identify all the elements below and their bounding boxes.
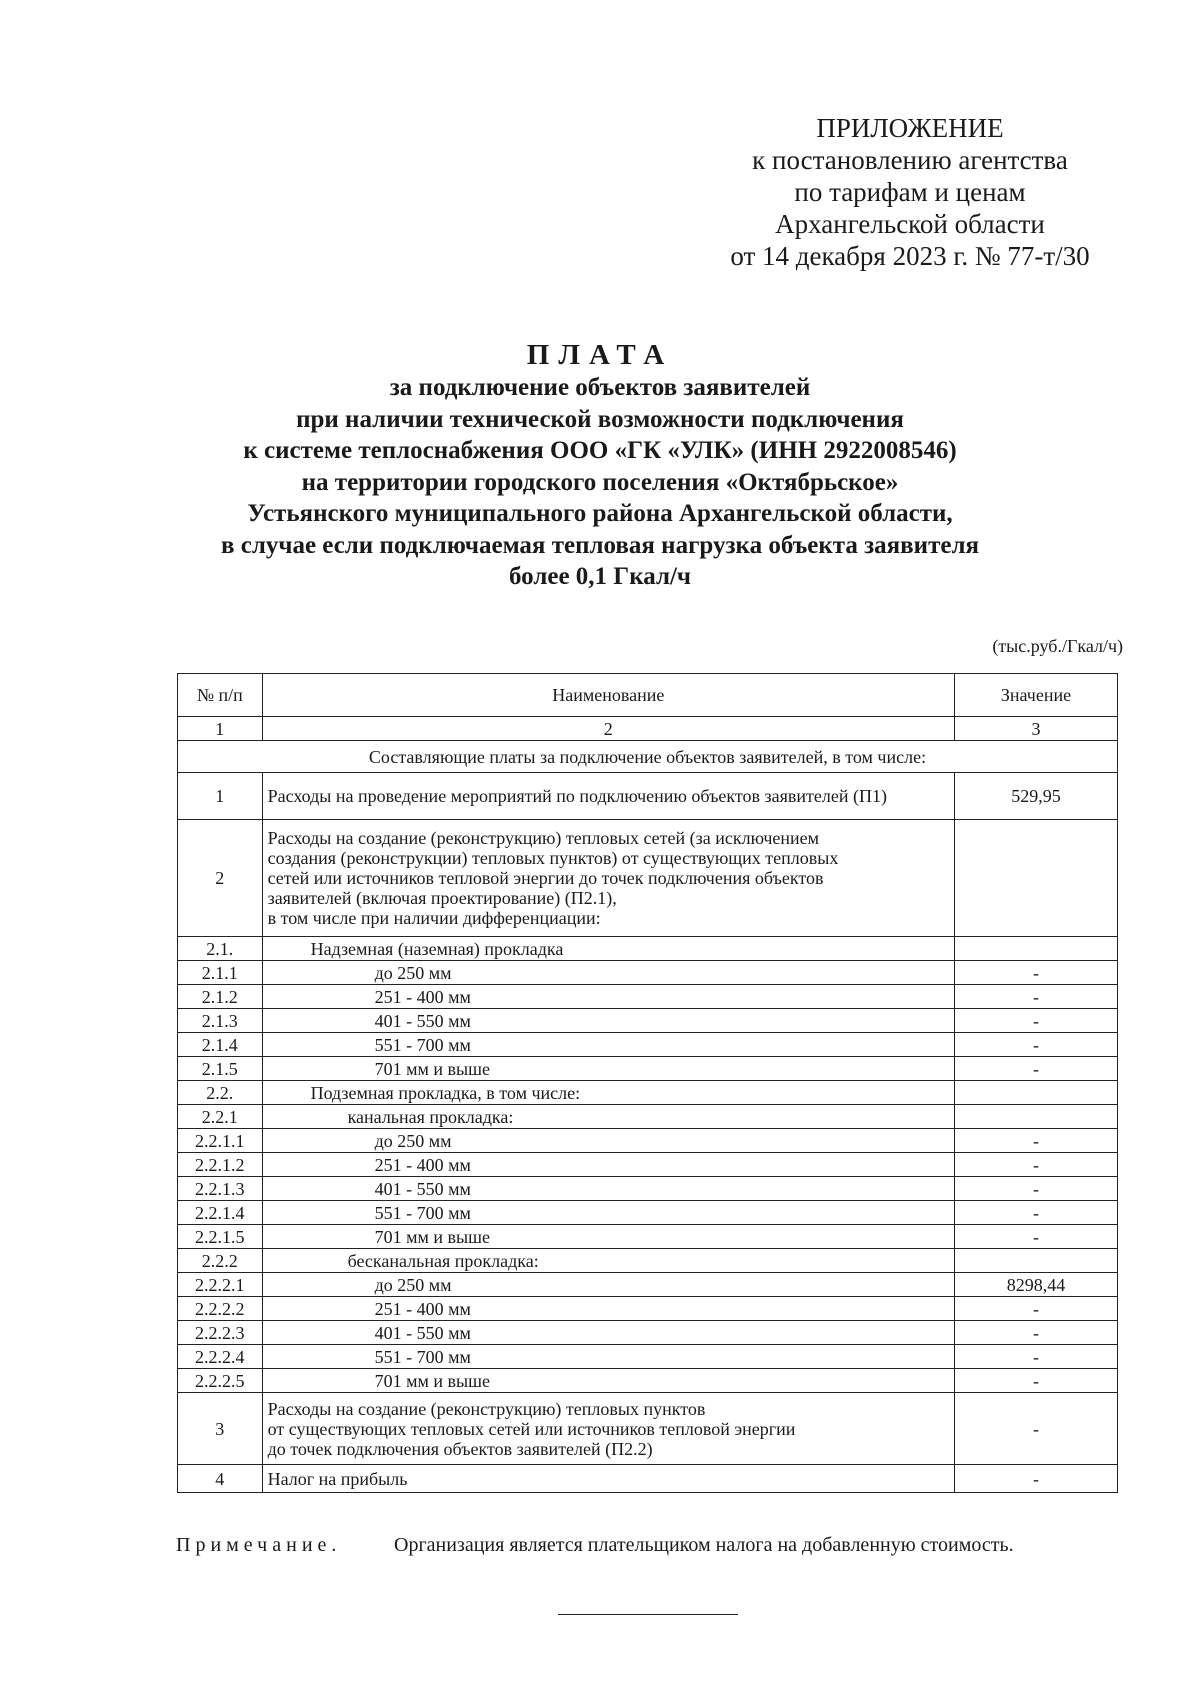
note-label: Примечание. <box>176 1534 342 1556</box>
appendix-block <box>690 112 1130 272</box>
subtitle-line: Устьянского муниципального района Архангельской области, <box>247 500 953 527</box>
row-value <box>955 1081 1118 1105</box>
row-name: до 250 мм <box>262 1129 954 1153</box>
row-num: 2.2.1.2 <box>178 1153 263 1177</box>
subtitle-line: в случае если подключаемая тепловая нагрузка объекта заявителя <box>220 531 980 559</box>
row-value: 8298,44 <box>955 1273 1118 1297</box>
subtitle-line: при наличии технической возможности подключения <box>296 405 904 433</box>
row-name-line: Расходы на создание (реконструкцию) тепловых сетей (за исключением <box>267 828 820 848</box>
row-value: - <box>955 1465 1118 1493</box>
table-row <box>178 1345 1118 1369</box>
row-value: - <box>955 985 1118 1009</box>
note-text: Организация является плательщиком налога на добавленную стоимость. <box>394 1534 1014 1556</box>
table-row <box>178 1465 1118 1493</box>
fee-table <box>177 673 1118 1493</box>
row-name <box>262 820 954 937</box>
row-value <box>955 937 1118 961</box>
row-value: - <box>955 1177 1118 1201</box>
table-row <box>178 773 1118 820</box>
row-num: 2.2.1.4 <box>178 1201 263 1225</box>
column-index-row <box>178 717 1118 741</box>
row-num: 2.2.1.1 <box>178 1129 263 1153</box>
row-value: - <box>955 1369 1118 1393</box>
row-name: 401 - 550 мм <box>262 1177 954 1201</box>
row-name: бесканальная прокладка: <box>262 1249 954 1273</box>
row-num: 2.2.2 <box>178 1249 263 1273</box>
row-name: 551 - 700 мм <box>262 1033 954 1057</box>
table-row <box>178 1201 1118 1225</box>
table-row <box>178 937 1118 961</box>
row-num: 4 <box>178 1465 263 1493</box>
row-value: 529,95 <box>955 773 1118 820</box>
table-row <box>178 1057 1118 1081</box>
row-num: 2.2. <box>178 1081 263 1105</box>
table-row <box>178 820 1118 937</box>
row-name-line: от существующих тепловых сетей или источников тепловой энергии <box>267 1418 796 1439</box>
row-name: Надземная (наземная) прокладка <box>262 937 954 961</box>
appendix-date-number: от 14 декабря 2023 г. № 77-т/30 <box>730 241 1090 271</box>
table-row <box>178 985 1118 1009</box>
table-row <box>178 1369 1118 1393</box>
table-row <box>178 1105 1118 1129</box>
row-value <box>955 820 1118 937</box>
row-value <box>955 1249 1118 1273</box>
row-name: 401 - 550 мм <box>262 1321 954 1345</box>
row-name: 251 - 400 мм <box>262 985 954 1009</box>
row-num: 2.2.2.5 <box>178 1369 263 1393</box>
table-row <box>178 1153 1118 1177</box>
row-value: - <box>955 1057 1118 1081</box>
row-num: 2.1. <box>178 937 263 961</box>
table-row <box>178 1129 1118 1153</box>
row-value: - <box>955 961 1118 985</box>
row-name-line: сетей или источников тепловой энергии до точек подключения объектов <box>267 868 824 888</box>
document-title <box>150 338 1050 593</box>
row-name: Налог на прибыль <box>262 1465 954 1493</box>
row-num: 2.1.1 <box>178 961 263 985</box>
table-row <box>178 1009 1118 1033</box>
row-value: - <box>955 1033 1118 1057</box>
row-num: 2.1.4 <box>178 1033 263 1057</box>
row-name-line: до точек подключения объектов заявителей (П2.2) <box>267 1438 653 1459</box>
table-row <box>178 1081 1118 1105</box>
table-row <box>178 1273 1118 1297</box>
row-name-line: создания (реконструкции) тепловых пунктов) от существующих тепловых <box>267 848 839 868</box>
note <box>176 1534 1136 1557</box>
subtitle-line: за подключение объектов заявителей <box>389 374 811 401</box>
row-name-line: заявителей (включая проектирование) (П2.1), <box>267 888 617 908</box>
row-name: до 250 мм <box>262 961 954 985</box>
row-num: 2.2.1.3 <box>178 1177 263 1201</box>
row-name: канальная прокладка: <box>262 1105 954 1129</box>
row-name: 251 - 400 мм <box>262 1297 954 1321</box>
row-name-line: в том числе при наличии дифференциации: <box>267 908 601 928</box>
row-num: 2.2.2.3 <box>178 1321 263 1345</box>
subtitle-line: к системе теплоснабжения ООО «ГК «УЛК» (ИНН 2922008546) <box>243 437 957 464</box>
table-row <box>178 1321 1118 1345</box>
appendix-line: к постановлению агентства <box>752 145 1068 175</box>
row-num: 2.2.2.2 <box>178 1297 263 1321</box>
appendix-heading: ПРИЛОЖЕНИЕ <box>816 113 1004 143</box>
row-name <box>262 1393 954 1465</box>
table-row <box>178 1393 1118 1465</box>
row-name: 551 - 700 мм <box>262 1201 954 1225</box>
row-name: 701 мм и выше <box>262 1225 954 1249</box>
subtitle-line: более 0,1 Гкал/ч <box>508 563 692 590</box>
section-row <box>178 741 1118 773</box>
row-name: до 250 мм <box>262 1273 954 1297</box>
row-value: - <box>955 1201 1118 1225</box>
row-num: 2.1.3 <box>178 1009 263 1033</box>
table-row <box>178 1177 1118 1201</box>
appendix-line: по тарифам и ценам <box>794 177 1026 207</box>
row-value <box>955 1105 1118 1129</box>
index-value: 3 <box>955 717 1118 741</box>
row-num: 2.1.5 <box>178 1057 263 1081</box>
section-title: Составляющие платы за подключение объектов заявителей, в том числе: <box>178 741 1118 773</box>
row-num: 2.2.2.4 <box>178 1345 263 1369</box>
row-num: 2.2.1 <box>178 1105 263 1129</box>
table-header-row <box>178 674 1118 717</box>
row-num: 1 <box>178 773 263 820</box>
row-name-line: Расходы на создание (реконструкцию) тепловых пунктов <box>267 1398 706 1419</box>
row-value: - <box>955 1393 1118 1465</box>
table-row <box>178 1033 1118 1057</box>
row-name: 551 - 700 мм <box>262 1345 954 1369</box>
row-value: - <box>955 1345 1118 1369</box>
row-value: - <box>955 1129 1118 1153</box>
index-name: 2 <box>262 717 954 741</box>
header-value: Значение <box>955 674 1118 717</box>
table-row <box>178 1297 1118 1321</box>
row-value: - <box>955 1009 1118 1033</box>
units-label: (тыс.руб./Гкал/ч) <box>992 636 1123 656</box>
table-row <box>178 1225 1118 1249</box>
row-num: 2.2.2.1 <box>178 1273 263 1297</box>
header-num: № п/п <box>178 674 263 717</box>
row-num: 2.1.2 <box>178 985 263 1009</box>
header-name: Наименование <box>262 674 954 717</box>
subtitle-line: на территории городского поселения «Октябрьское» <box>301 468 899 496</box>
row-num: 2.2.1.5 <box>178 1225 263 1249</box>
row-name: 701 мм и выше <box>262 1057 954 1081</box>
row-value: - <box>955 1321 1118 1345</box>
row-value: - <box>955 1153 1118 1177</box>
row-name: Расходы на проведение мероприятий по подключению объектов заявителей (П1) <box>262 773 954 820</box>
row-num: 2 <box>178 820 263 937</box>
row-name: 251 - 400 мм <box>262 1153 954 1177</box>
row-value: - <box>955 1225 1118 1249</box>
row-name: 401 - 550 мм <box>262 1009 954 1033</box>
row-num: 3 <box>178 1393 263 1465</box>
row-name: 701 мм и выше <box>262 1369 954 1393</box>
appendix-line: Архангельской области <box>775 209 1045 239</box>
index-num: 1 <box>178 717 263 741</box>
footer-divider <box>558 1614 738 1615</box>
table-row <box>178 1249 1118 1273</box>
row-value: - <box>955 1297 1118 1321</box>
title-word: ПЛАТА <box>526 339 674 371</box>
row-name: Подземная прокладка, в том числе: <box>262 1081 954 1105</box>
table-row <box>178 961 1118 985</box>
